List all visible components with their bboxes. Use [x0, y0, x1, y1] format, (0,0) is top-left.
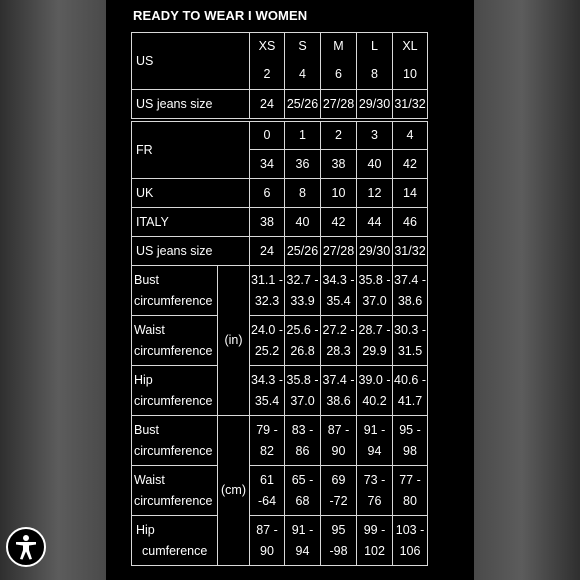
uk-value: 6 — [250, 179, 285, 208]
fr-value: 3 — [357, 122, 393, 150]
us-jeans-row — [132, 237, 428, 266]
fr-value: 42 — [393, 150, 428, 179]
us-size: L — [357, 33, 393, 60]
uk-value: 10 — [321, 179, 357, 208]
us-jeans-top-row — [132, 90, 428, 119]
unit-inches: (in) — [218, 266, 250, 416]
measure-value: 30.3 - 31.5 — [393, 316, 428, 366]
measure-value: 39.0 - 40.2 — [357, 366, 393, 416]
us-jeans-value: 27/28 — [321, 237, 357, 266]
us-jeans-label: US jeans size — [132, 237, 250, 266]
right-background — [474, 0, 580, 580]
in-waist-row — [132, 316, 428, 366]
fr-label: FR — [132, 122, 250, 179]
us-label: US — [132, 33, 250, 90]
us-size-row — [132, 33, 428, 60]
us-jeans-top-value: 25/26 — [285, 90, 321, 119]
measure-value: 95 - 98 — [393, 416, 428, 466]
fr-value: 1 — [285, 122, 321, 150]
chart-title: READY TO WEAR I WOMEN — [133, 8, 308, 23]
measure-value: 61 -64 — [250, 466, 285, 516]
fr-value: 40 — [357, 150, 393, 179]
measure-value: 32.7 - 33.9 — [285, 266, 321, 316]
cm-waist-row — [132, 466, 428, 516]
us-jeans-value: 24 — [250, 237, 285, 266]
measure-value: 83 - 86 — [285, 416, 321, 466]
uk-label: UK — [132, 179, 250, 208]
us-number: 10 — [393, 60, 428, 90]
measure-value: 77 - 80 — [393, 466, 428, 516]
us-number: 4 — [285, 60, 321, 90]
measure-value: 24.0 - 25.2 — [250, 316, 285, 366]
italy-value: 44 — [357, 208, 393, 237]
fr-row-1 — [132, 122, 428, 150]
fr-value: 38 — [321, 150, 357, 179]
italy-value: 38 — [250, 208, 285, 237]
uk-value: 12 — [357, 179, 393, 208]
cm-bust-row — [132, 416, 428, 466]
size-chart-panel — [106, 0, 474, 580]
italy-value: 46 — [393, 208, 428, 237]
fr-value: 0 — [250, 122, 285, 150]
measure-value: 95 -98 — [321, 516, 357, 566]
measure-value: 31.1 - 32.3 — [250, 266, 285, 316]
cm-hip-row — [132, 516, 428, 566]
italy-value: 40 — [285, 208, 321, 237]
accessibility-icon — [11, 532, 41, 562]
us-size: S — [285, 33, 321, 60]
uk-row — [132, 179, 428, 208]
italy-label: ITALY — [132, 208, 250, 237]
us-number: 6 — [321, 60, 357, 90]
measure-value: 27.2 - 28.3 — [321, 316, 357, 366]
us-jeans-top-label: US jeans size — [132, 90, 250, 119]
fr-value: 34 — [250, 150, 285, 179]
in-hip-row — [132, 366, 428, 416]
measure-value: 91 - 94 — [285, 516, 321, 566]
us-number: 8 — [357, 60, 393, 90]
size-table — [131, 32, 428, 566]
us-jeans-value: 31/32 — [393, 237, 428, 266]
italy-row — [132, 208, 428, 237]
measure-value: 87 - 90 — [250, 516, 285, 566]
measure-value: 35.8 - 37.0 — [285, 366, 321, 416]
measure-value: 65 - 68 — [285, 466, 321, 516]
measure-label: Hip cumference — [132, 516, 218, 566]
measure-label: Hip circumference — [132, 366, 218, 416]
us-jeans-value: 25/26 — [285, 237, 321, 266]
us-jeans-top-value: 29/30 — [357, 90, 393, 119]
measure-value: 34.3 - 35.4 — [250, 366, 285, 416]
measure-value: 35.8 - 37.0 — [357, 266, 393, 316]
measure-value: 87 - 90 — [321, 416, 357, 466]
measure-label: Waist circumference — [132, 316, 218, 366]
in-bust-row — [132, 266, 428, 316]
us-jeans-top-value: 27/28 — [321, 90, 357, 119]
us-size: XL — [393, 33, 428, 60]
measure-value: 91 - 94 — [357, 416, 393, 466]
fr-value: 36 — [285, 150, 321, 179]
measure-value: 28.7 - 29.9 — [357, 316, 393, 366]
measure-label: Waist circumference — [132, 466, 218, 516]
us-jeans-value: 29/30 — [357, 237, 393, 266]
measure-value: 103 - 106 — [393, 516, 428, 566]
uk-value: 8 — [285, 179, 321, 208]
measure-value: 79 - 82 — [250, 416, 285, 466]
measure-value: 40.6 - 41.7 — [393, 366, 428, 416]
measure-value: 69 -72 — [321, 466, 357, 516]
left-background — [0, 0, 106, 580]
measure-label: Bust circumference — [132, 266, 218, 316]
measure-value: 34.3 - 35.4 — [321, 266, 357, 316]
us-jeans-top-value: 24 — [250, 90, 285, 119]
uk-value: 14 — [393, 179, 428, 208]
us-size: M — [321, 33, 357, 60]
measure-label: Bust circumference — [132, 416, 218, 466]
measure-value: 37.4 - 38.6 — [321, 366, 357, 416]
measure-value: 73 - 76 — [357, 466, 393, 516]
fr-value: 2 — [321, 122, 357, 150]
us-jeans-top-value: 31/32 — [393, 90, 428, 119]
fr-value: 4 — [393, 122, 428, 150]
unit-cm: (cm) — [218, 416, 250, 566]
us-size: XS — [250, 33, 285, 60]
accessibility-button[interactable] — [6, 527, 46, 567]
italy-value: 42 — [321, 208, 357, 237]
measure-value: 99 - 102 — [357, 516, 393, 566]
us-number: 2 — [250, 60, 285, 90]
measure-value: 37.4 - 38.6 — [393, 266, 428, 316]
measure-value: 25.6 - 26.8 — [285, 316, 321, 366]
